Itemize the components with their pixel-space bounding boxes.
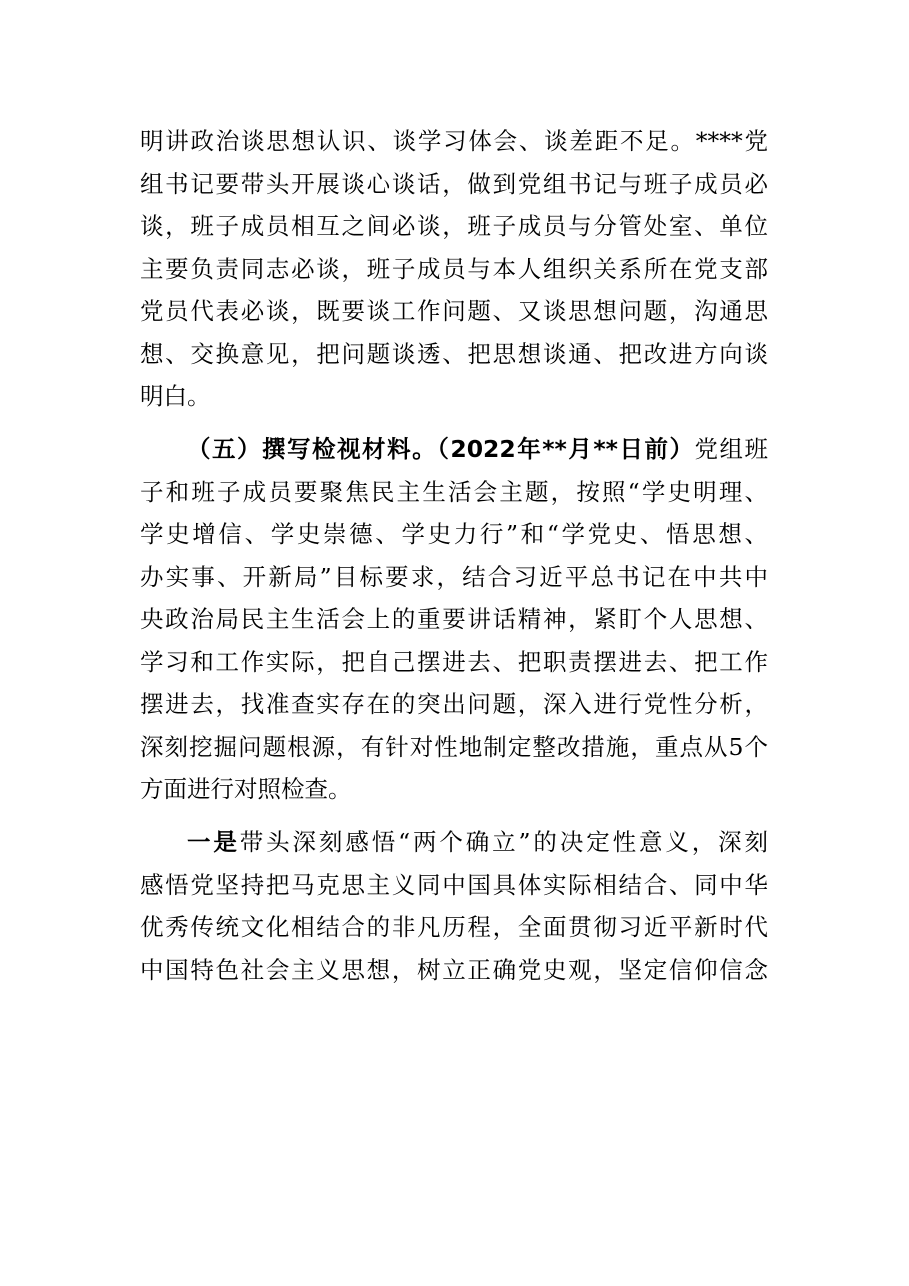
text-line [140,428,768,471]
text-line: 摆进去，找准查实存在的突出问题，深入进行党性分析， [140,690,768,718]
text-line: 想、交换意见，把问题谈透、把思想谈通、把改进方向谈 [140,339,768,368]
document-page [140,120,768,1002]
text-line: 党员代表必谈，既要谈工作问题、又谈思想问题，沟通思 [140,297,768,325]
text-line: 方面进行对照检查。 [140,775,352,803]
text-line: 优秀传统文化相结合的非凡历程，全面贯彻习近平新时代 [140,913,768,941]
text-line: 组书记要带头开展谈心谈话，做到党组书记与班子成员必 [140,169,768,198]
paragraph-1 [140,120,768,418]
paragraph-3 [140,821,768,991]
paragraph-2 [140,428,768,811]
text-line: 央政治局民主生活会上的重要讲话精神，紧盯个人思想、 [140,605,768,633]
text-run: 党组班 [694,435,769,463]
text-line: 学史增信、学史崇德、学史力行”和“学党史、悟思想、 [140,520,768,548]
text-line: 深刻挖掘问题根源，有针对性地制定整改措施，重点从5个 [140,732,768,761]
text-line: 子和班子成员要聚焦民主生活会主题，按照“学史明理、 [140,477,768,506]
lead-term: 一是 [187,828,240,856]
text-line: 感悟党坚持把马克思主义同中国具体实际相结合、同中华 [140,870,768,899]
section-heading: （五）撰写检视材料。（2022年**月**日前） [187,435,695,463]
text-run: 带头深刻感悟“两个确立”的决定性意义，深刻 [239,828,769,856]
text-line: 中国特色社会主义思想，树立正确党史观，坚定信仰信念 [140,955,768,984]
text-line [140,821,768,864]
text-line: 学习和工作实际，把自己摆进去、把职责摆进去、把工作 [140,647,768,676]
text-line: 明讲政治谈思想认识、谈学习体会、谈差距不足。****党 [140,127,768,155]
text-line: 明白。 [140,382,211,410]
text-line: 主要负责同志必谈，班子成员与本人组织关系所在党支部 [140,254,768,283]
text-line: 谈，班子成员相互之间必谈，班子成员与分管处室、单位 [140,212,768,240]
text-line: 办实事、开新局”目标要求，结合习近平总书记在中共中 [140,562,768,591]
